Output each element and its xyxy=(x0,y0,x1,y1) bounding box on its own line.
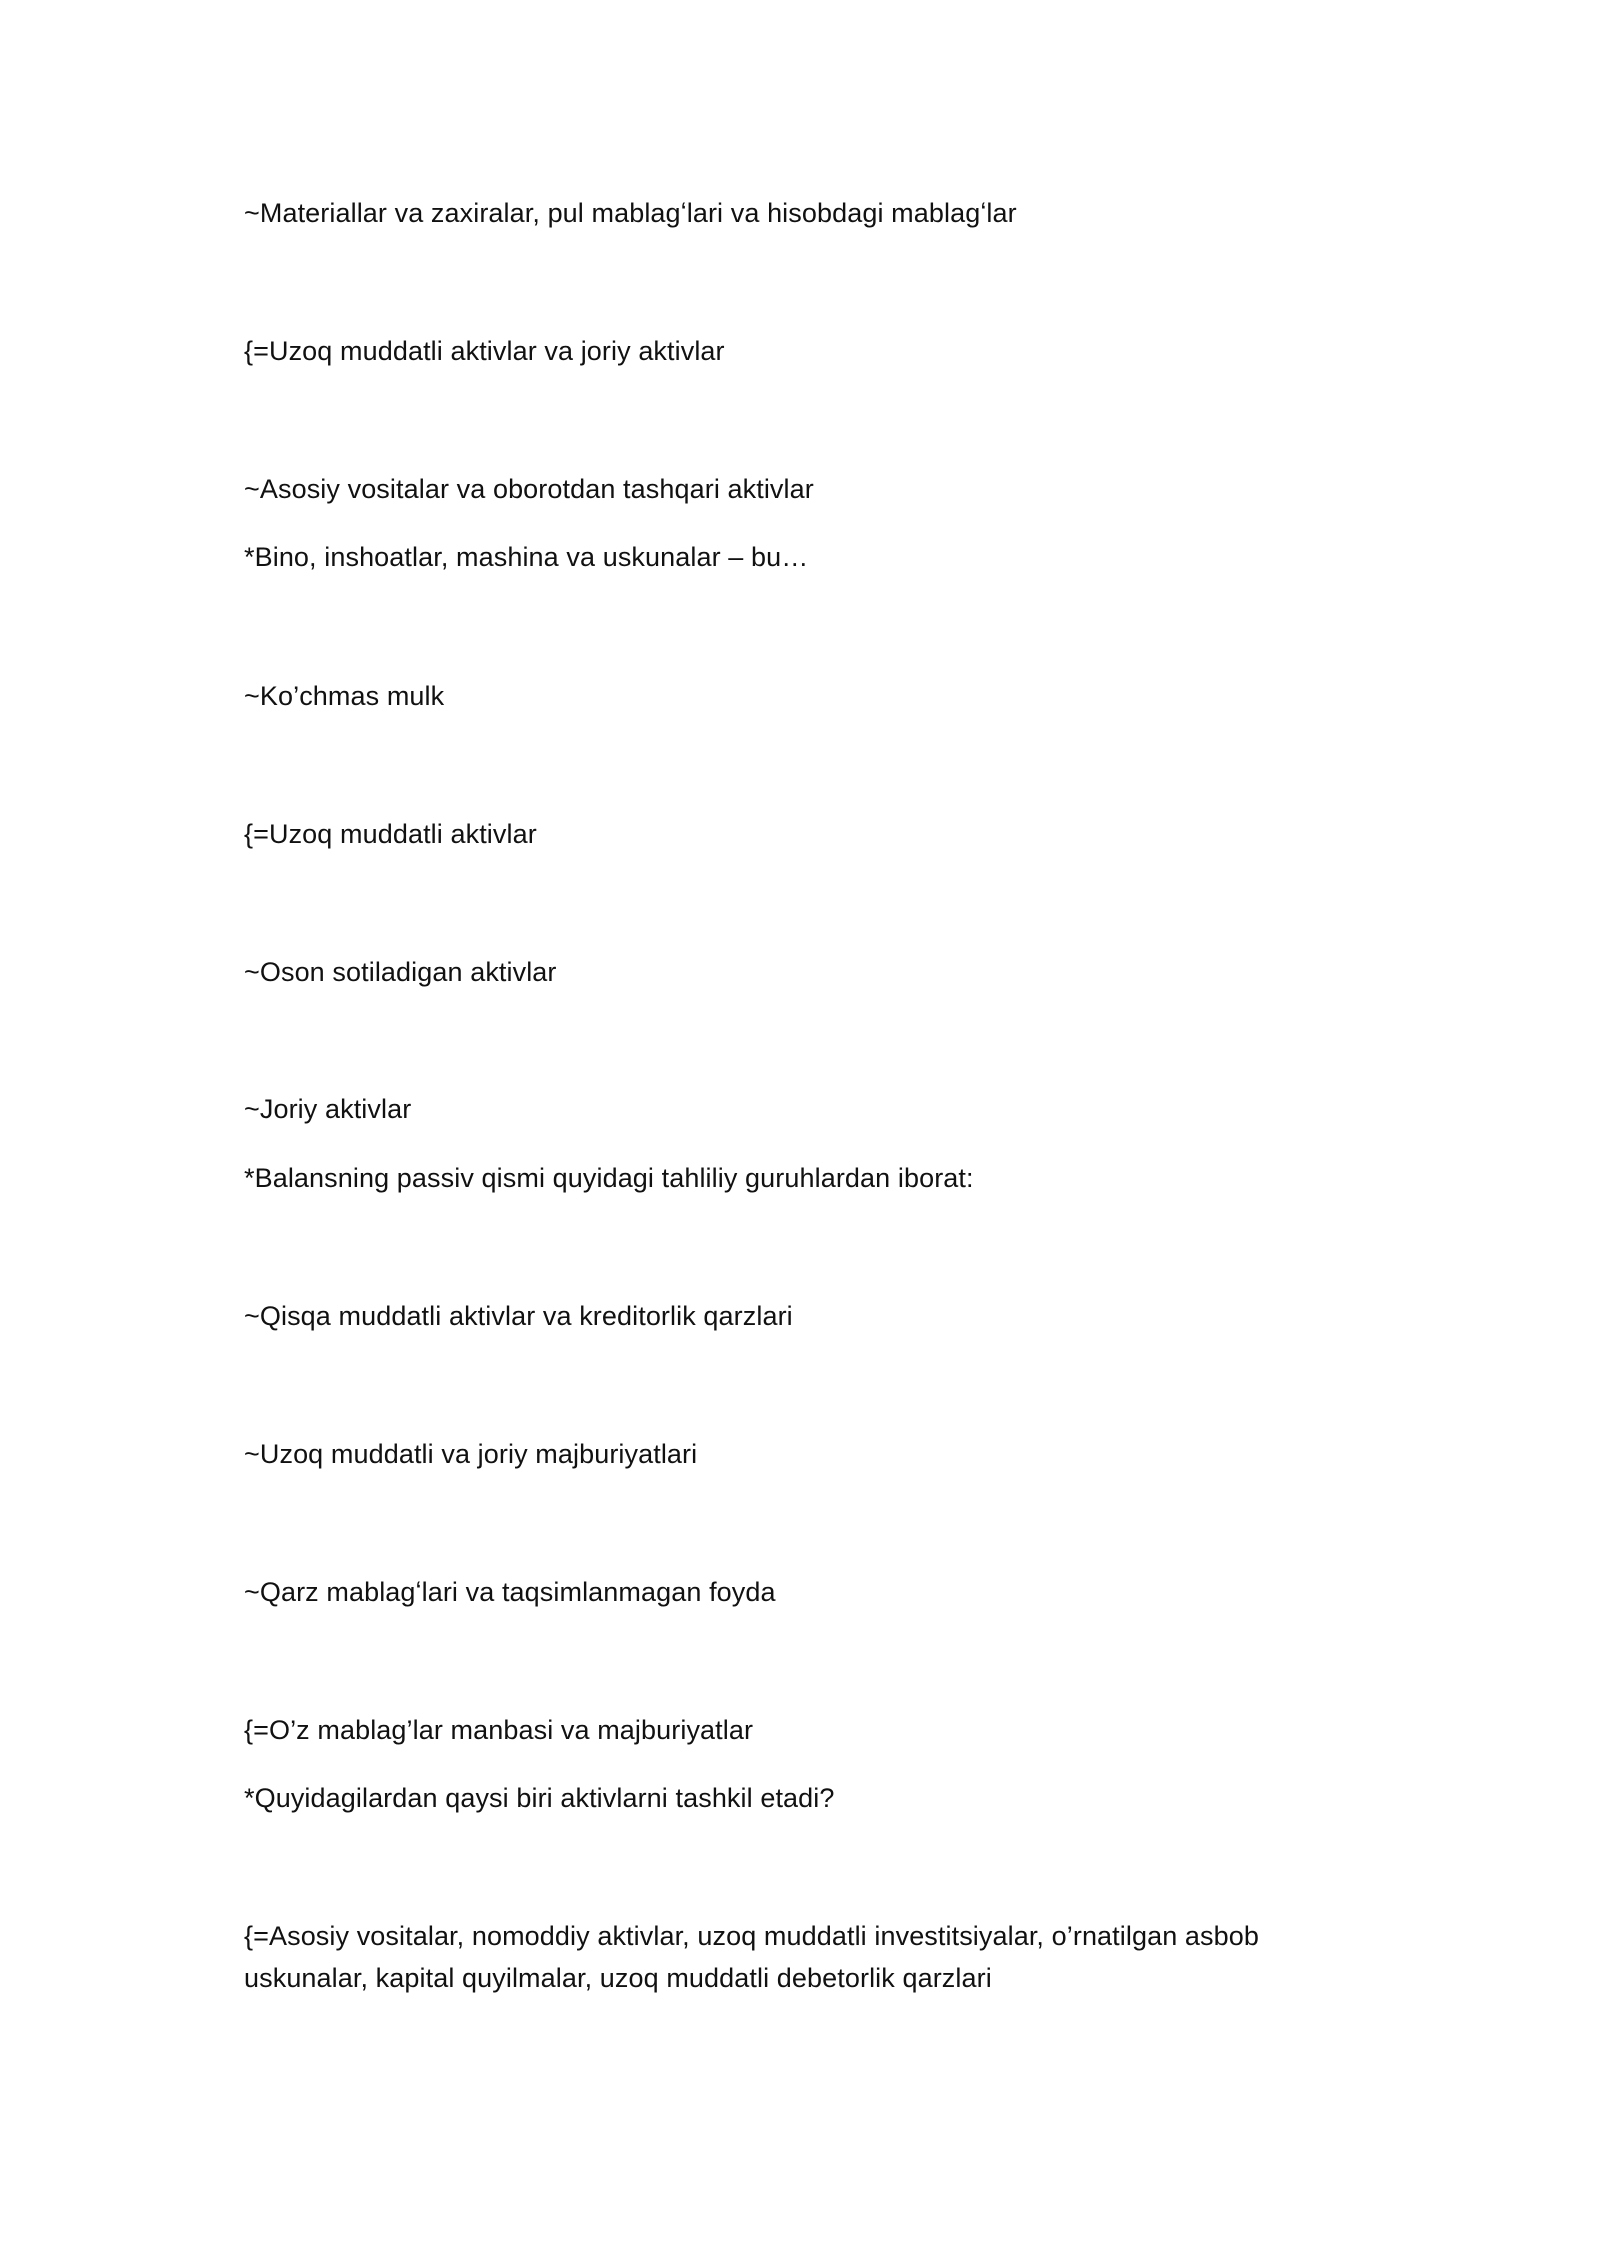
answer-option: ~Oson sotiladigan aktivlar xyxy=(244,957,557,987)
answer-option: ~Qarz mablagʻlari va taqsimlanmagan foyda xyxy=(244,1577,776,1607)
answer-option: ~Materiallar va zaxiralar, pul mablagʻlari va hisobdagi mablagʻlar xyxy=(244,198,1017,228)
answer-option: ~Joriy aktivlar xyxy=(244,1094,412,1124)
correct-answer-option: {=Uzoq muddatli aktivlar xyxy=(244,819,537,849)
answer-option: ~Uzoq muddatli va joriy majburiyatlari xyxy=(244,1439,698,1469)
correct-answer-option: {=Uzoq muddatli aktivlar va joriy aktivlar xyxy=(244,336,725,366)
answer-option: ~Ko’chmas mulk xyxy=(244,681,445,711)
question-text: *Quyidagilardan qaysi biri aktivlarni tashkil etadi? xyxy=(244,1783,835,1813)
answer-option: ~Asosiy vositalar va oborotdan tashqari aktivlar xyxy=(244,474,814,504)
question-text: *Balansning passiv qismi quyidagi tahliliy guruhlardan iborat: xyxy=(244,1163,974,1193)
correct-answer-option: {=O’z mablag’lar manbasi va majburiyatlar xyxy=(244,1715,754,1745)
question-text: *Bino, inshoatlar, mashina va uskunalar – bu… xyxy=(244,542,809,572)
answer-option: ~Qisqa muddatli aktivlar va kreditorlik qarzlari xyxy=(244,1301,793,1331)
correct-answer-option: {=Asosiy vositalar, nomoddiy aktivlar, uzoq muddatli investitsiyalar, o’rnatilgan asbob uskunalar, kapital quyilmalar, uzoq muddatli debetorlik qarzlari xyxy=(244,1921,1259,1993)
